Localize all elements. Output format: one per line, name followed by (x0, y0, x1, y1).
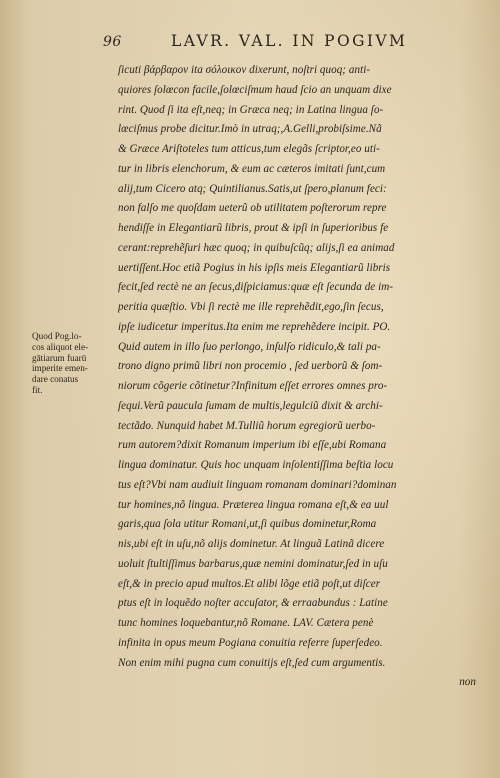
text-line: fecit,ſed rectè ne an ſecus,diſpiciamus:quæ eſt ſecunda de im- (118, 281, 394, 294)
text-line: & Græce Ariſtoteles tum atticus,tum elegãs ſcriptor,eo uti- (118, 143, 380, 155)
text-line: lingua dominatur. Quis hoc unquam inſolentiſſima beſtia locu (118, 459, 394, 471)
text-line: garis,qua ſola utitur Romani,ut,ſi quibus dominetur,Roma (118, 518, 377, 531)
running-title: LAVR. VAL. IN POGIVM (171, 32, 408, 50)
margin-line: fit. (32, 384, 43, 395)
text-line: ipſe iudicetur imperitus.Ita enim me reprehẽdere incipit. PO. (118, 320, 391, 333)
main-text-block (118, 61, 476, 693)
text-line: Quid autem in illo ſuo perlongo, inſulſo ridiculo,& tali pa- (118, 340, 381, 353)
text-line: ſequi.Verũ paucula ſumam de multis,legulciũ dixit & archi- (118, 399, 383, 412)
text-line: cerant:reprehẽſuri hæc quoq; in quibuſcũq; alijs,ſi ea animad (118, 241, 395, 254)
text-line: trono digno primũ libri non procemio , ſed uerborũ & ſom- (118, 360, 383, 373)
text-line: eſt,& in precio apud multos.Et alibi lõge etiã poſt,ut diſcer (118, 577, 381, 590)
text-line: alij,tum Cicero atq; Quintilianus.Satis,ut ſpero,planum feci: (118, 182, 387, 195)
text-line: tunc homines loquebantur,nõ Romane. LAV. Cætera penè (118, 617, 374, 629)
text-line: hendiſſe in Elegantiarũ libris, prout & ipſi in ſuperioribus fe (118, 222, 389, 234)
text-line: uoluit ſtultiſſimus barbarus,quæ nemini dominatur,ſed in uſu (118, 557, 388, 570)
margin-line: cos aliquot ele- (32, 341, 89, 352)
text-line: lœciſmus probe dicitur.Imò in utraq;,A.Gelli,probiſsime.Nã (118, 123, 382, 136)
text-line: rum autorem?dixit Romanum imperium ibi eſſe,ubi Romana (118, 439, 387, 452)
text-line: peritia quæſtio. Vbi ſi rectè me ille reprehẽdit,ego,ſin ſecus, (118, 301, 384, 313)
text-line: uertiſſent.Hoc etiã Pogius in his ipſis meis Elegantiarũ libris (118, 261, 391, 274)
text-line: tur in libris elenchorum, & eum ac cæteros imitati ſunt,cum (118, 162, 386, 175)
text-line: tus eſt?Vbi nam audiuit linguam romanam dominari?dominan (118, 478, 397, 491)
text-line: rint. Quod ſi ita eſt,neq; in Græca neq; in Latina lingua ſo- (118, 103, 384, 116)
margin-line: Quod Pog.lo- (32, 331, 82, 341)
text-line: quiores ſolœcon facile,ſolœciſmum haud ſcio an unquam dixe (118, 83, 392, 96)
text-line: ptus eſt in loquẽdo noſter accuſator, & erraabundus : Latine (118, 597, 388, 610)
text-line: nis,ubi eſt in uſu,nõ alijs dominetur. At linguã Latinã dicere (118, 538, 385, 550)
text-line: infinita in opus meum Pogiana conuitia referre ſuperſedeo. (118, 636, 383, 649)
margin-line: imperite emen- (32, 363, 88, 374)
marginal-note (32, 331, 117, 396)
text-line: tectãdo. Nunquid habet M.Tulliũ horum egregiorũ uerbo- (118, 419, 376, 432)
page-number: 96 (103, 34, 122, 50)
text-line: non (459, 676, 476, 689)
text-line: tur homines,nõ lingua. Præterea lingua romana eſt,& ea uul (118, 498, 389, 511)
text-line: ſicuti βάρβαρον ita σόλοικον dixerunt, noſtri quoq; anti- (118, 64, 371, 76)
text-line: Non enim mihi pugna cum conuitijs eſt,ſed cum argumentis. (118, 656, 386, 669)
margin-line: dare conatus (32, 374, 79, 385)
text-line: non falſo me quoſdam ueterũ ob utilitatem poſterorum repre (118, 202, 387, 215)
text-line: niorum cõgerie cõtinetur?Infinitum eſſet errores omnes pro- (118, 380, 388, 392)
margin-line: gātiarum fuarū (32, 352, 87, 363)
